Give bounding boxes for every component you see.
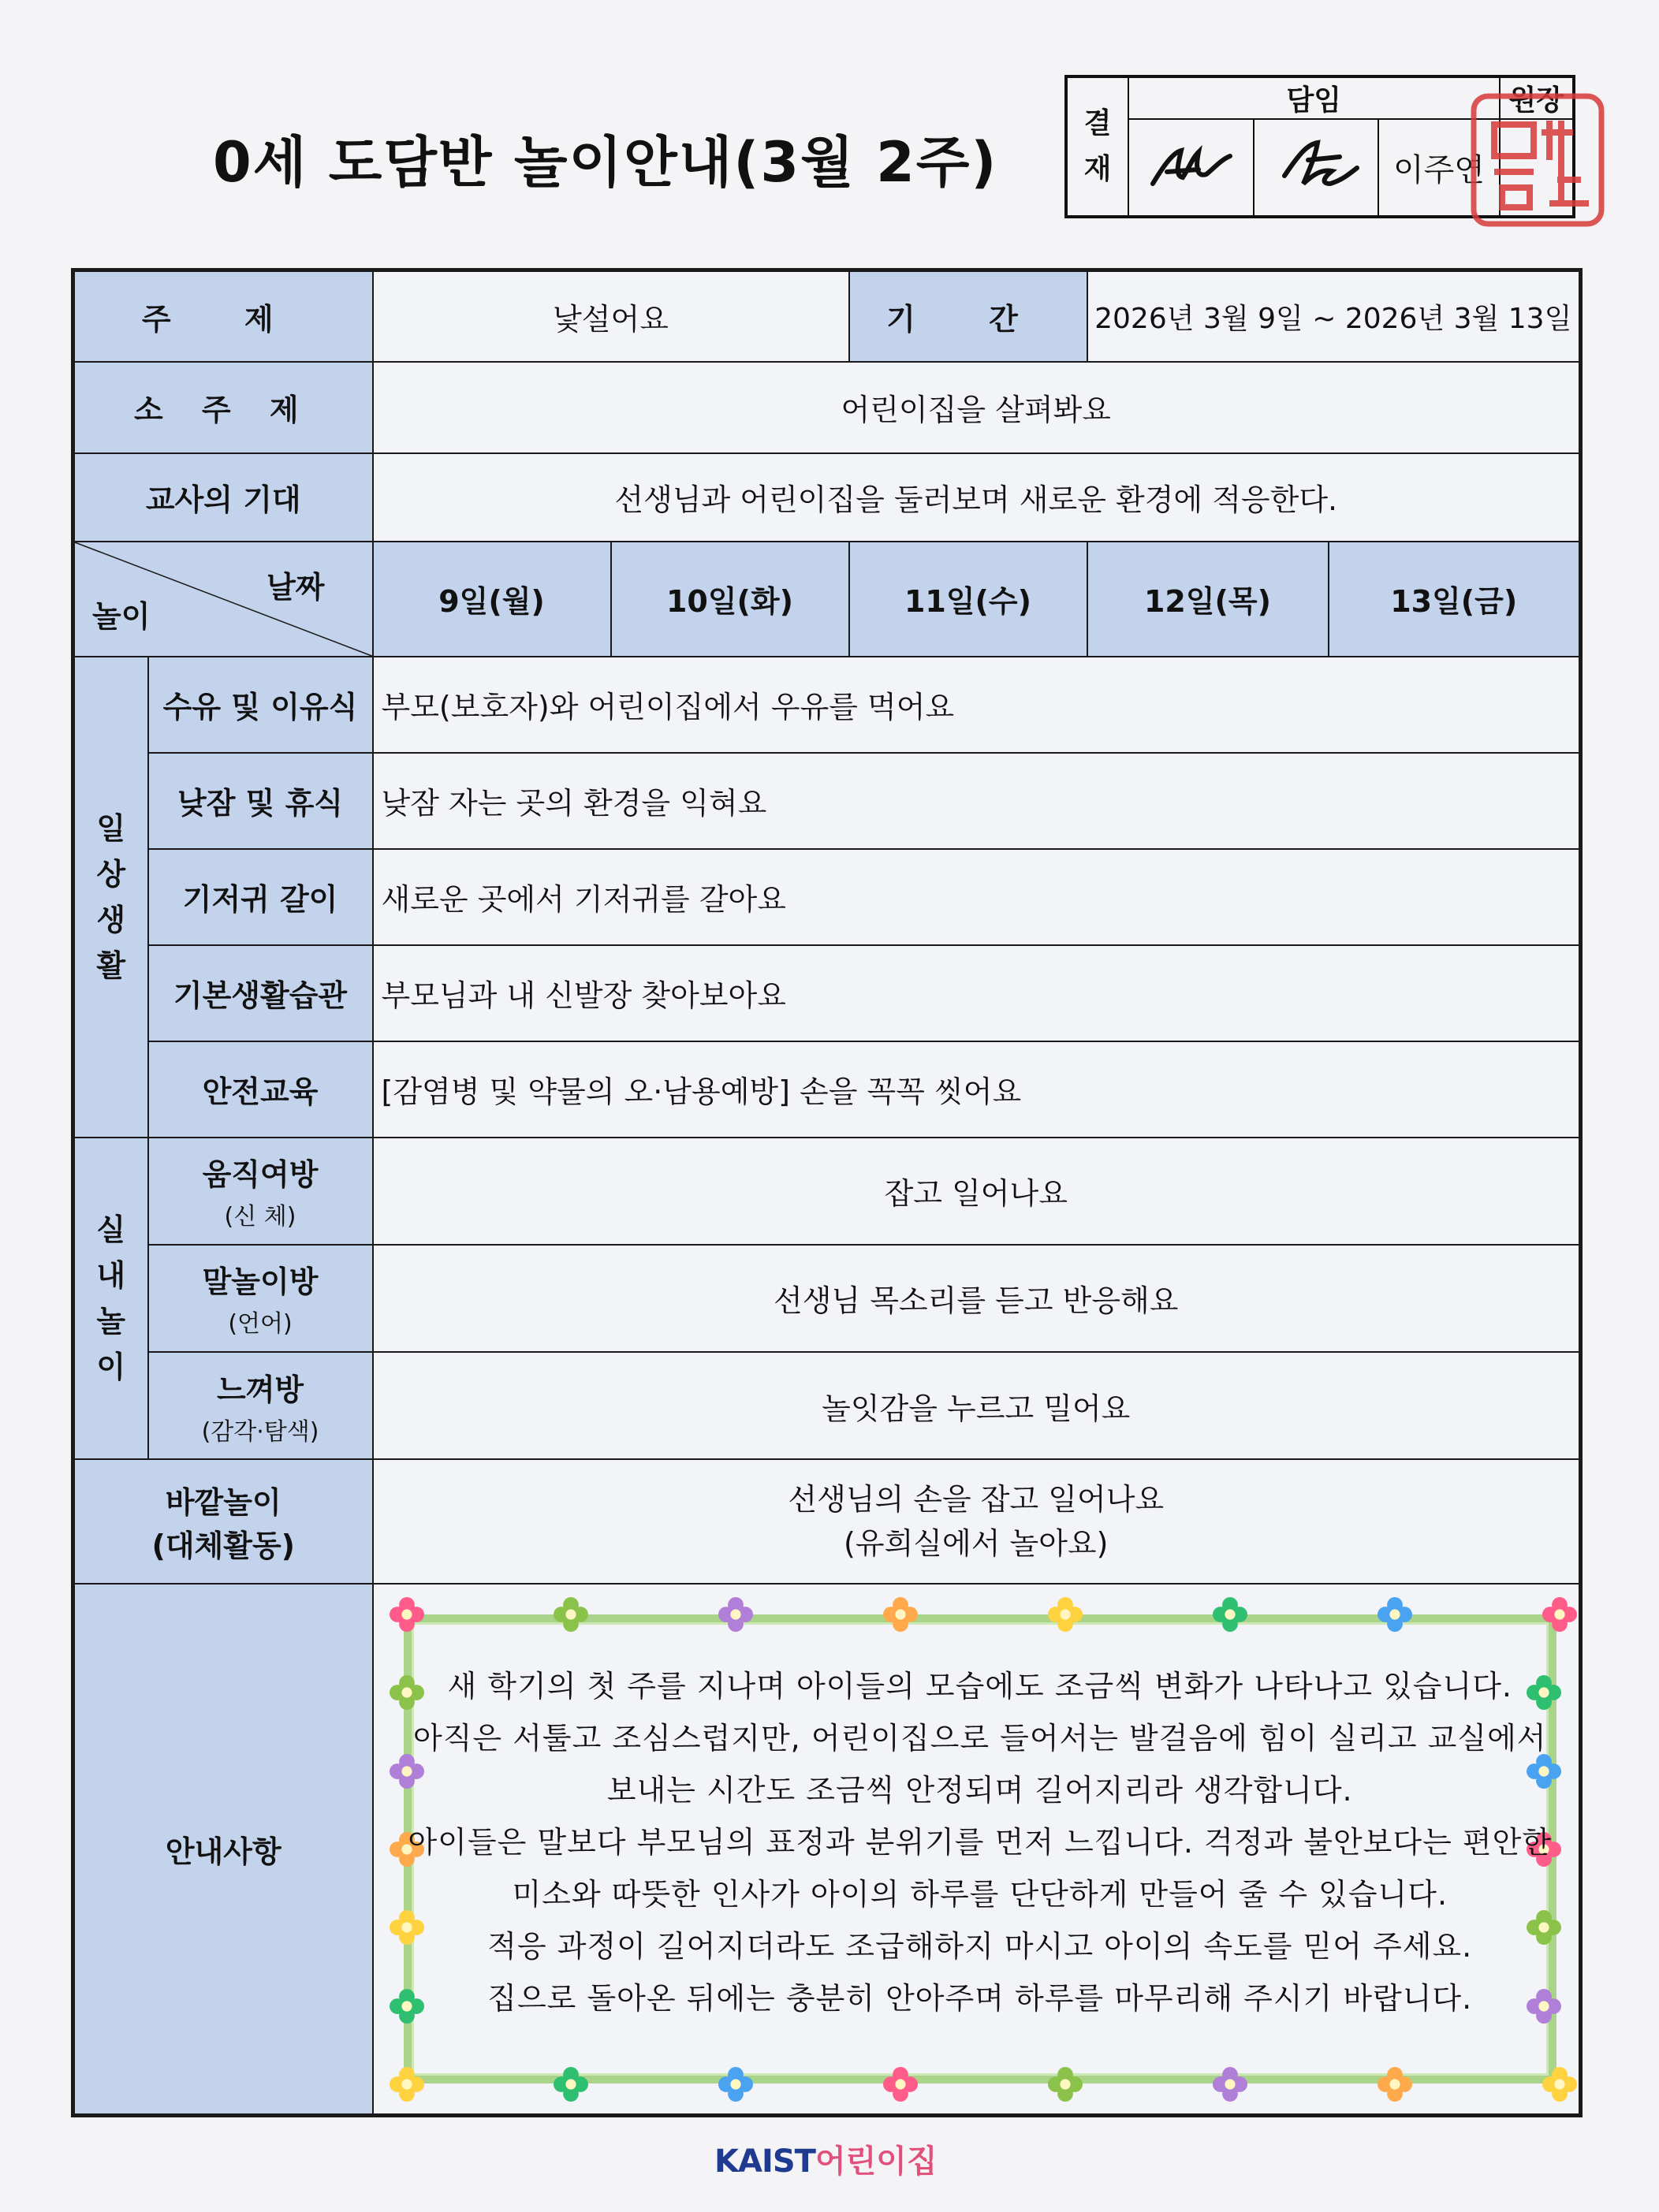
daily-value: [감염병 및 약물의 오·남용예방] 손을 꼭꼭 씻어요 bbox=[373, 1041, 1581, 1138]
flower-icon bbox=[1048, 1597, 1083, 1632]
flower-icon bbox=[883, 1597, 918, 1632]
weekly-plan-table bbox=[71, 268, 1579, 2117]
signature-2 bbox=[1254, 119, 1379, 217]
outdoor-value: 선생님의 손을 잡고 일어나요 (유희실에서 놀아요) bbox=[373, 1459, 1581, 1584]
approval-label: 결 재 bbox=[1066, 76, 1128, 217]
signature-1 bbox=[1128, 119, 1254, 217]
indoor-label: 말놀이방 (언어) bbox=[148, 1245, 373, 1352]
flower-icon bbox=[1213, 2067, 1247, 2102]
notice-line: 아이들은 말보다 부모님의 표정과 분위기를 먼저 느낍니다. 걱정과 불안보다는 편안한 bbox=[408, 1825, 1553, 1860]
director-seal-icon bbox=[1463, 85, 1612, 235]
play-header: 놀이 bbox=[92, 598, 151, 634]
indoor-play-group: 실 내 놀 이 bbox=[73, 1138, 148, 1459]
daily-value: 부모님과 내 신발장 찾아보아요 bbox=[373, 945, 1581, 1041]
indoor-label: 느껴방 (감각·탐색) bbox=[148, 1352, 373, 1459]
subtheme-value: 어린이집을 살펴봐요 bbox=[373, 362, 1581, 453]
flower-icon bbox=[883, 2067, 918, 2102]
flower-icon bbox=[554, 2067, 588, 2102]
day-tue: 10일(화) bbox=[611, 542, 849, 657]
notice-cell bbox=[373, 1584, 1581, 2115]
notice-text bbox=[382, 1660, 1579, 2024]
flower-icon bbox=[1048, 2067, 1083, 2102]
flower-icon bbox=[1542, 2067, 1577, 2102]
notice-line: 아직은 서툴고 조심스럽지만, 어린이집으로 들어서는 발걸음에 힘이 실리고 교실에서 bbox=[413, 1721, 1547, 1756]
flower-icon bbox=[1378, 1597, 1412, 1632]
notice-line: 집으로 돌아온 뒤에는 충분히 안아주며 하루를 마무리해 주시기 바랍니다. bbox=[487, 1981, 1473, 2016]
theme-value: 낯설어요 bbox=[373, 270, 849, 362]
expectation-value: 선생님과 어린이집을 둘러보며 새로운 환경에 적응한다. bbox=[373, 453, 1581, 542]
damim-label: 담임 bbox=[1128, 76, 1500, 119]
daily-label: 낮잠 및 휴식 bbox=[148, 753, 373, 849]
flower-icon bbox=[390, 2067, 424, 2102]
flower-icon bbox=[1378, 2067, 1412, 2102]
flower-icon bbox=[390, 1597, 424, 1632]
outdoor-label: 바깥놀이 (대체활동) bbox=[73, 1459, 373, 1584]
day-mon: 9일(월) bbox=[373, 542, 611, 657]
date-header: 날짜 bbox=[267, 569, 325, 605]
notice-line: 새 학기의 첫 주를 지나며 아이들의 모습에도 조금씩 변화가 나타나고 있습니다. bbox=[447, 1669, 1513, 1704]
notice-line: 미소와 따뜻한 인사가 아이의 하루를 단단하게 만들어 줄 수 있습니다. bbox=[512, 1877, 1448, 1912]
indoor-value: 잡고 일어나요 bbox=[373, 1138, 1581, 1245]
theme-label: 주 제 bbox=[73, 270, 373, 362]
daily-life-group: 일 상 생 활 bbox=[73, 657, 148, 1138]
notice-label: 안내사항 bbox=[73, 1584, 373, 2115]
wonjang-label: 원장 bbox=[1500, 76, 1574, 119]
indoor-value: 선생님 목소리를 듣고 반응해요 bbox=[373, 1245, 1581, 1352]
kaist-logo: KAIST어린이집 bbox=[714, 2143, 938, 2180]
day-fri: 13일(금) bbox=[1329, 542, 1581, 657]
indoor-label: 움직여방 (신 체) bbox=[148, 1138, 373, 1245]
flower-icon bbox=[718, 1597, 753, 1632]
period-value: 2026년 3월 9일 ~ 2026년 3월 13일 bbox=[1087, 270, 1581, 362]
daily-label: 수유 및 이유식 bbox=[148, 657, 373, 753]
teacher-name: 이주연 bbox=[1378, 119, 1499, 217]
date-play-header bbox=[73, 542, 373, 657]
page-title: 0세 도담반 놀이안내(3월 2주) bbox=[213, 130, 998, 195]
flower-icon bbox=[1213, 1597, 1247, 1632]
daily-label: 기저귀 갈이 bbox=[148, 849, 373, 945]
period-label: 기 간 bbox=[849, 270, 1087, 362]
subtheme-label: 소 주 제 bbox=[73, 362, 373, 453]
notice-line: 적응 과정이 길어지더라도 조급해하지 마시고 아이의 속도를 믿어 주세요. bbox=[487, 1929, 1473, 1964]
day-wed: 11일(수) bbox=[849, 542, 1087, 657]
flower-icon bbox=[554, 1597, 588, 1632]
flower-icon bbox=[718, 2067, 753, 2102]
indoor-value: 놀잇감을 누르고 밀어요 bbox=[373, 1352, 1581, 1459]
expectation-label: 교사의 기대 bbox=[73, 453, 373, 542]
daily-value: 낮잠 자는 곳의 환경을 익혀요 bbox=[373, 753, 1581, 849]
flower-icon bbox=[1542, 1597, 1577, 1632]
daily-value: 새로운 곳에서 기저귀를 갈아요 bbox=[373, 849, 1581, 945]
daily-label: 안전교육 bbox=[148, 1041, 373, 1138]
daily-value: 부모(보호자)와 어린이집에서 우유를 먹어요 bbox=[373, 657, 1581, 753]
day-thu: 12일(목) bbox=[1087, 542, 1329, 657]
notice-line: 보내는 시간도 조금씩 안정되며 길어지리라 생각합니다. bbox=[606, 1773, 1353, 1808]
daily-label: 기본생활습관 bbox=[148, 945, 373, 1041]
